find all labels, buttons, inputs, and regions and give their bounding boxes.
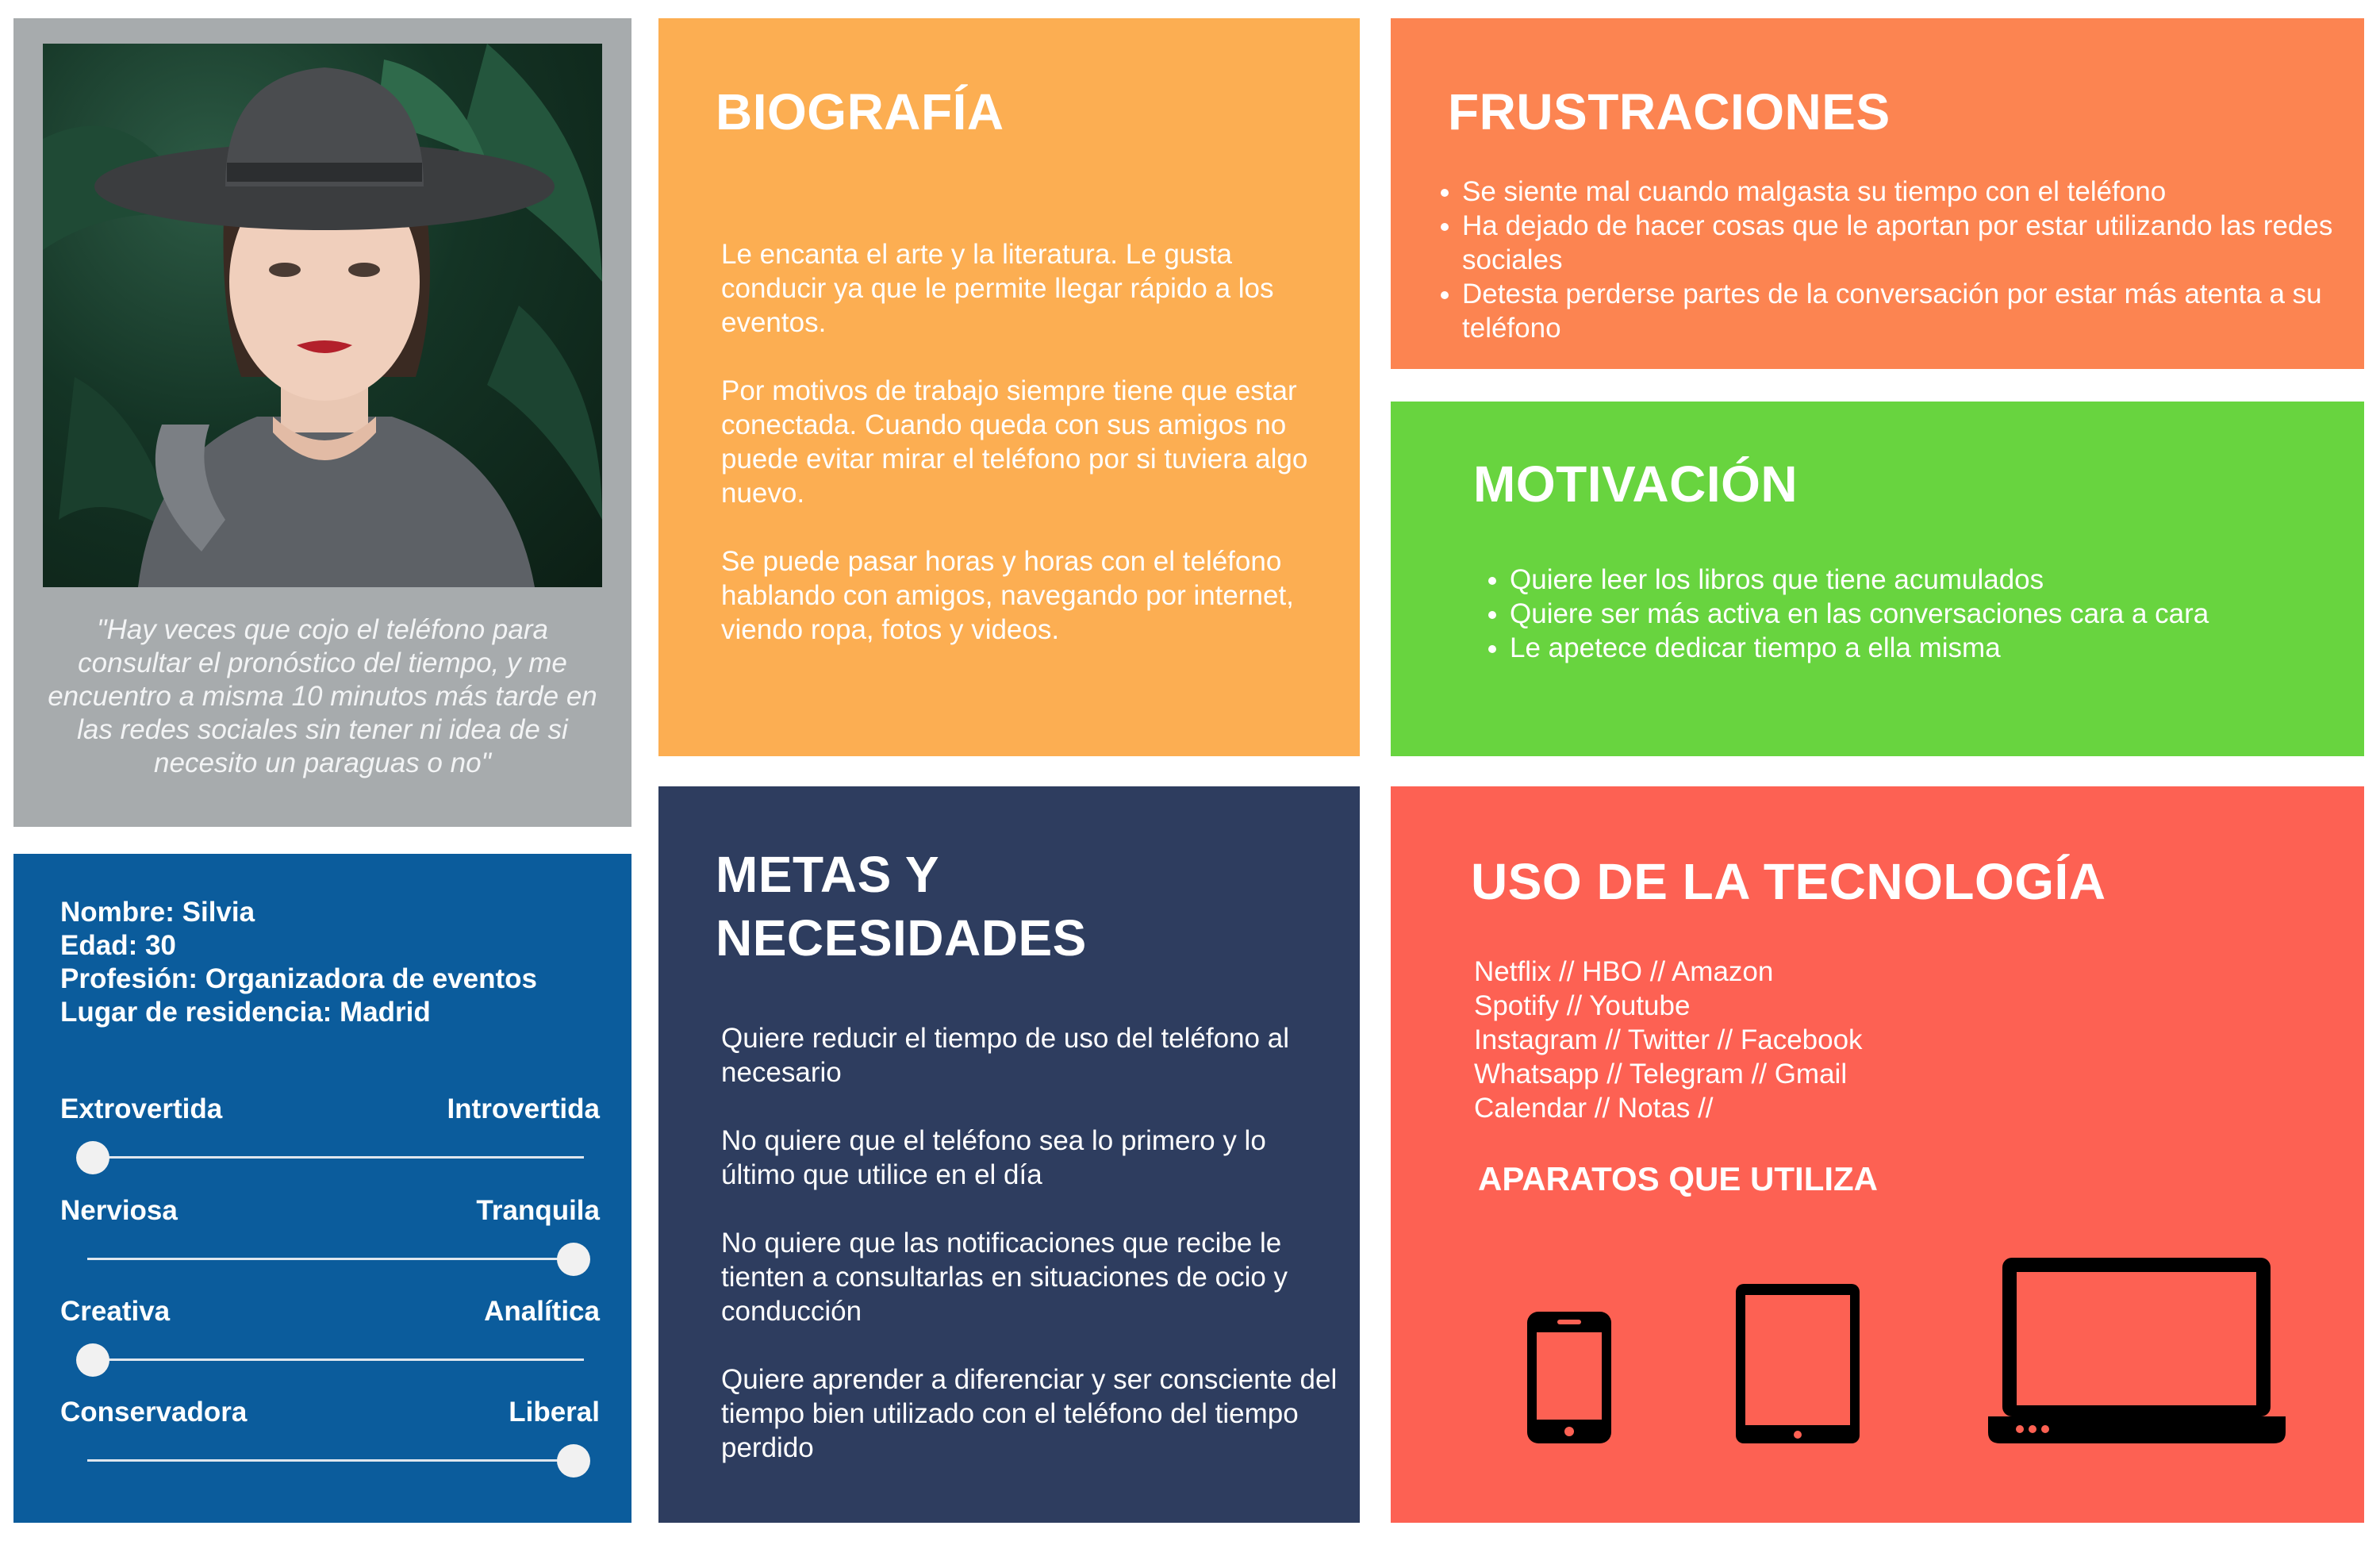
list-item: • Quiere leer los libros que tiene acumulados (1510, 563, 2367, 597)
profile-residence: Lugar de residencia: Madrid (60, 997, 431, 1028)
goals-title-line-2: NECESIDADES (716, 909, 1087, 966)
list-item: • Ha dejado de hacer cosas que le aportan por estar utilizando las redes sociales (1462, 209, 2351, 277)
trait-slider-conservative-liberal[interactable] (60, 1397, 600, 1484)
trait-slider-extrovert-introvert[interactable] (60, 1093, 600, 1181)
trait-slider-creative-analytical[interactable] (60, 1296, 600, 1383)
goals-title-line-1: METAS Y (716, 846, 940, 903)
profile-profession: Profesión: Organizadora de eventos (60, 963, 537, 994)
goals-text (721, 1021, 1340, 1499)
technology-card (1391, 786, 2364, 1523)
slider-track (87, 1358, 584, 1361)
tech-line: Whatsapp // Telegram // Gmail (1474, 1059, 1848, 1089)
slider-track (87, 1258, 584, 1260)
trait-right-label: Introvertida (447, 1093, 600, 1124)
biography-title: BIOGRAFÍA (716, 83, 1004, 140)
technology-title: USO DE LA TECNOLOGÍA (1471, 853, 2106, 910)
goals-paragraph: Quiere reducir el tiempo de uso del teléfono al necesario (721, 1023, 1289, 1088)
trait-left-label: Conservadora (60, 1397, 248, 1428)
list-item: • Se siente mal cuando malgasta su tiempo con el teléfono (1462, 175, 2351, 209)
goals-paragraph: No quiere que las notificaciones que recibe le tienten a consultarlas en situaciones de ocio y conducción (721, 1228, 1288, 1327)
frustrations-card (1391, 18, 2364, 369)
motivation-card (1391, 402, 2364, 756)
list-item: • Detesta perderse partes de la conversación por estar más atenta a su teléfono (1462, 277, 2351, 345)
tech-line: Instagram // Twitter // Facebook (1474, 1024, 1863, 1055)
slider-knob[interactable] (76, 1343, 109, 1377)
trait-left-label: Nerviosa (60, 1195, 178, 1226)
biography-paragraph: Se puede pasar horas y horas con el teléfono hablando con amigos, navegando por internet, viendo ropa, fotos y videos. (721, 546, 1294, 645)
profile-age: Edad: 30 (60, 930, 176, 961)
tablet-icon (1734, 1282, 1861, 1445)
trait-left-label: Creativa (60, 1296, 171, 1327)
slider-knob[interactable] (76, 1141, 109, 1174)
photo-card (13, 18, 631, 827)
biography-paragraph: Le encanta el arte y la literatura. Le gusta conducir ya que le permite llegar rápido a los eventos. (721, 239, 1274, 338)
profile-name: Nombre: Silvia (60, 897, 255, 928)
list-item: • Le apetece dedicar tiempo a ella misma (1510, 631, 2367, 665)
list-item: • Quiere ser más activa en las conversaciones cara a cara (1510, 597, 2367, 631)
persona-portrait-image (43, 44, 602, 587)
goals-paragraph: Quiere aprender a diferenciar y ser consciente del tiempo bien utilizado con el teléfono del tiempo perdido (721, 1364, 1338, 1463)
smartphone-icon (1526, 1310, 1613, 1445)
persona-quote: "Hay veces que cojo el teléfono para consultar el pronóstico del tiempo, y me encuentro a misma 10 minutos más tarde en las redes sociales sin tener ni idea de si necesito un paraguas o no" (48, 614, 597, 778)
biography-paragraph: Por motivos de trabajo siempre tiene que estar conectada. Cuando queda con sus amigos no puede evitar mirar el teléfono por si tuviera algo nuevo. (721, 375, 1308, 509)
frustrations-list (1438, 175, 2351, 345)
motivation-title: MOTIVACIÓN (1473, 455, 1798, 513)
tech-line: Netflix // HBO // Amazon (1474, 956, 1774, 987)
trait-left-label: Extrovertida (60, 1093, 223, 1124)
goals-paragraph: No quiere que el teléfono sea lo primero y lo último que utilice en el día (721, 1125, 1266, 1190)
devices-title: APARATOS QUE UTILIZA (1478, 1160, 1878, 1197)
biography-text (721, 237, 1340, 681)
trait-right-label: Analítica (484, 1296, 600, 1327)
slider-track (87, 1156, 584, 1159)
slider-knob[interactable] (557, 1243, 590, 1276)
tech-line: Calendar // Notas // (1474, 1093, 1714, 1124)
frustrations-title: FRUSTRACIONES (1448, 83, 1891, 140)
goals-card (658, 786, 1360, 1523)
trait-slider-nervous-calm[interactable] (60, 1195, 600, 1282)
laptop-icon (1988, 1256, 2286, 1445)
tech-line: Spotify // Youtube (1474, 990, 1691, 1021)
motivation-list (1480, 563, 2367, 665)
technology-apps (1474, 955, 2267, 1125)
biography-card (658, 18, 1360, 756)
slider-track (87, 1459, 584, 1462)
profile-card (13, 854, 631, 1523)
trait-right-label: Tranquila (476, 1195, 600, 1226)
slider-knob[interactable] (557, 1444, 590, 1478)
persona-photo (43, 44, 602, 587)
trait-right-label: Liberal (509, 1397, 600, 1428)
